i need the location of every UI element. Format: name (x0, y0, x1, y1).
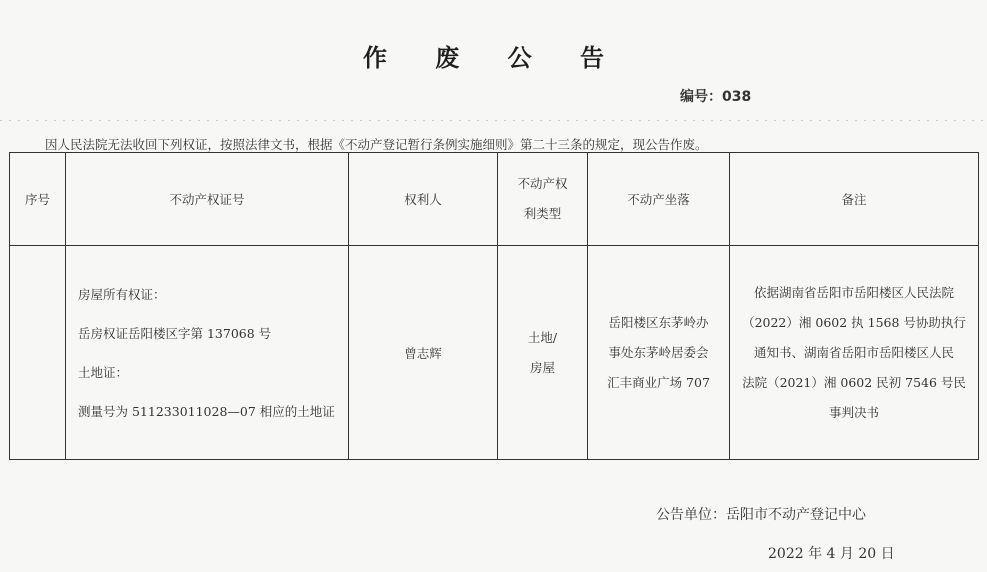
remark-line: 法院（2021）湘 0602 民初 7546 号民 (742, 374, 966, 390)
location-line: 汇丰商业广场 707 (607, 374, 710, 390)
cert-line: 土地证： (78, 364, 129, 380)
remark-line: 依据湖南省岳阳市岳阳楼区人民法院 (753, 284, 954, 300)
table-row (10, 246, 979, 460)
remark-line: 事判决书 (828, 404, 879, 420)
page-title: 作 废 公 告 (362, 44, 625, 72)
cell-remarks (730, 246, 979, 460)
remark-line: （2022）湘 0602 执 1568 号协助执行 (742, 314, 966, 330)
header-remarks: 备注 (730, 153, 979, 246)
header-right-type-line2: 利类型 (523, 206, 562, 221)
issue-date: 2022 年 4 月 20 日 (768, 546, 895, 562)
location-line: 事处东茅岭居委会 (608, 344, 709, 360)
right-type-line: 土地/ (527, 329, 558, 345)
remark-line: 通知书、湖南省岳阳市岳阳楼区人民 (753, 344, 954, 360)
location-line: 岳阳楼区东茅岭办 (608, 314, 709, 330)
table-header-row (10, 153, 979, 246)
header-seq: 序号 (10, 153, 66, 246)
scan-dotted-line (0, 120, 987, 121)
cert-line: 岳房权证岳阳楼区字第 137068 号 (78, 325, 272, 341)
cert-line: 测量号为 511233011028—07 相应的土地证 (78, 403, 335, 419)
header-right-type-line1: 不动产权 (517, 176, 568, 191)
cert-line: 房屋所有权证： (78, 286, 166, 302)
issuing-unit: 公告单位：岳阳市不动产登记中心 (656, 507, 866, 523)
right-type-line: 房屋 (529, 359, 555, 375)
header-location: 不动产坐落 (588, 153, 730, 246)
header-right-type (498, 153, 588, 246)
cell-seq (10, 246, 66, 460)
void-certificate-table (9, 152, 979, 460)
header-cert-no: 不动产权证号 (66, 153, 349, 246)
serial-number: 编号：038 (680, 89, 752, 105)
cell-holder: 曾志辉 (349, 246, 498, 460)
header-holder: 权利人 (349, 153, 498, 246)
intro-paragraph: 因人民法院无法收回下列权证，按照法律文书，根据《不动产登记暂行条例实施细则》第二十三条的规定，现公告作废。 (45, 137, 708, 152)
cell-location (588, 246, 730, 460)
cell-right-type (498, 246, 588, 460)
cell-cert-no (66, 246, 349, 460)
